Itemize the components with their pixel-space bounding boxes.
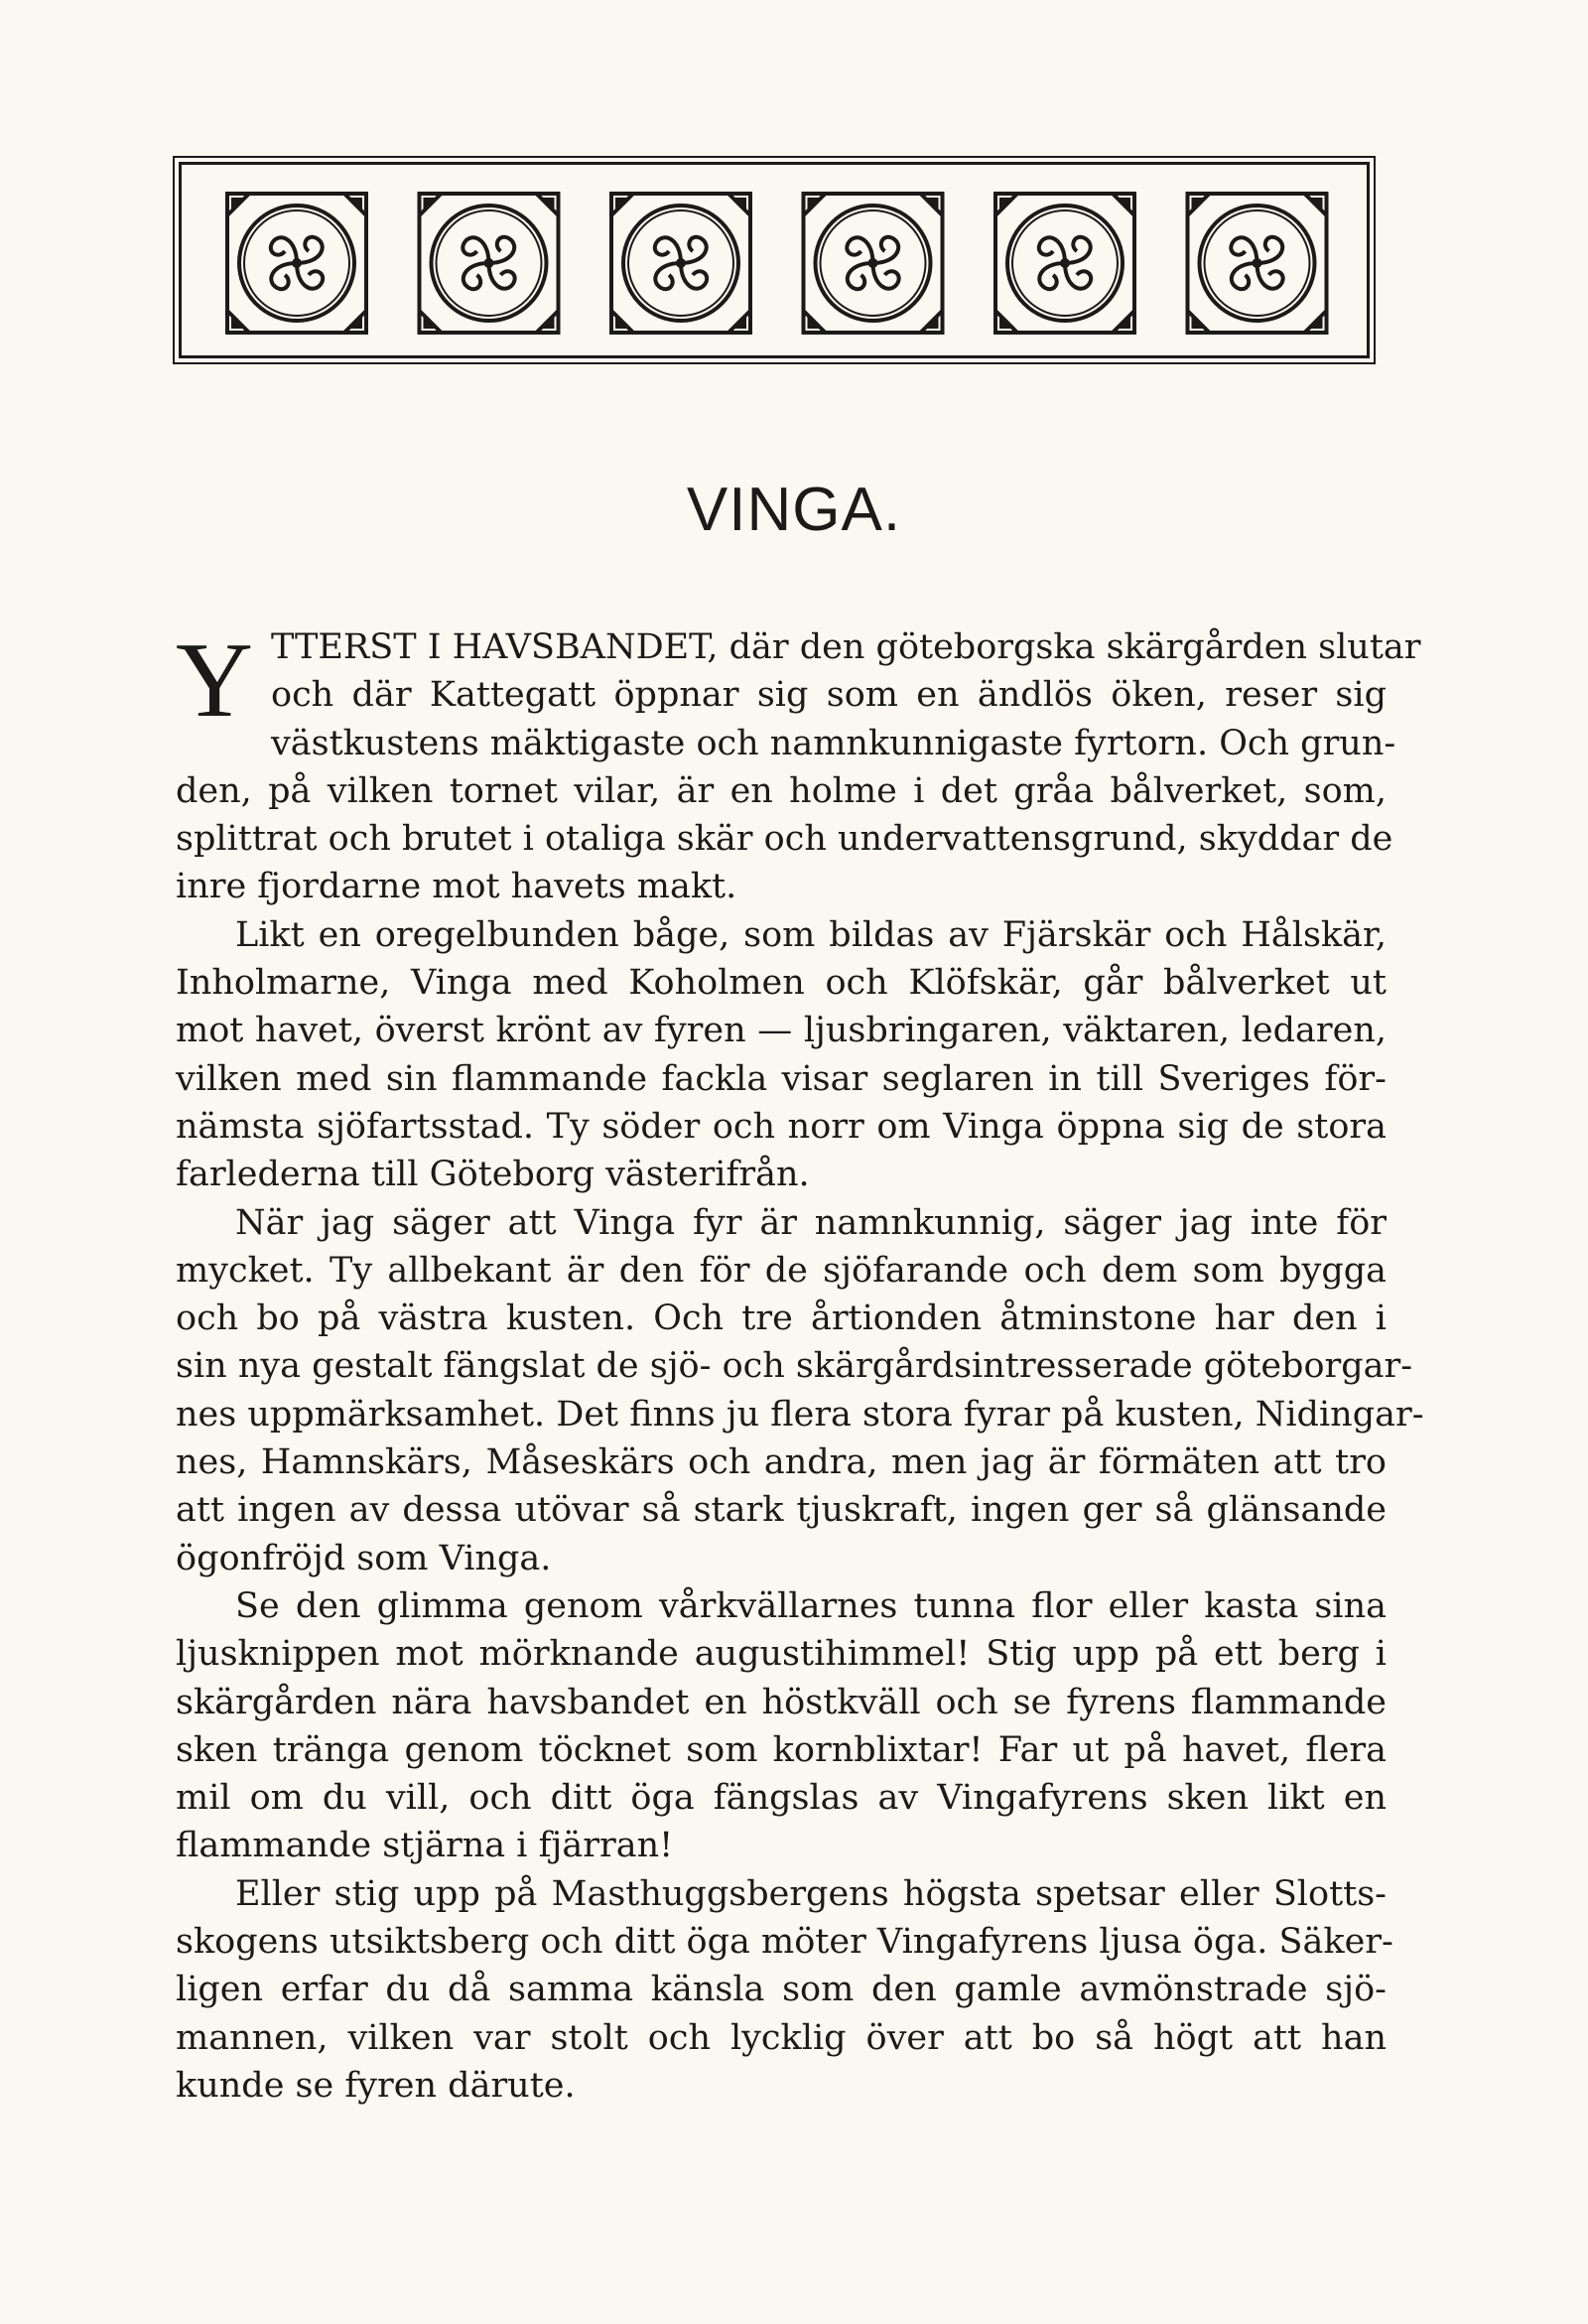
text-line: mot havet, överst krönt av fyren — ljusbringaren, väktaren, ledaren, — [176, 1011, 1387, 1051]
text-line: vilken med sin flammande fackla visar seglaren in till Sveriges för- — [176, 1058, 1387, 1099]
text-line: nämsta sjöfartsstad. Ty söder och norr om Vinga öppna sig de stora — [176, 1106, 1387, 1147]
text-line: skärgården nära havsbandet en höstkväll och se fyrens flammande — [176, 1682, 1387, 1722]
drop-cap: Y — [176, 621, 253, 740]
text-line: mycket. Ty allbekant är den för de sjöfarande och dem som bygga — [176, 1250, 1387, 1291]
text-line: Likt en oregelbunden båge, som bildas av Fjärskär och Hålskär, — [235, 914, 1387, 955]
text-line: att ingen av dessa utövar så stark tjuskraft, ingen ger så glänsande — [176, 1490, 1387, 1531]
text-line: Eller stig upp på Masthuggsbergens högsta spetsar eller Slotts- — [235, 1873, 1387, 1914]
text-line: farlederna till Göteborg västerifrån. — [176, 1155, 810, 1195]
text-line: mil om du vill, och ditt öga fängslas av Vingafyrens sken likt en — [176, 1778, 1387, 1819]
triskelion-knot-icon — [804, 194, 943, 333]
ornamental-header-band — [179, 162, 1370, 358]
ornament-frieze — [182, 165, 1373, 361]
text-line: skogens utsiktsberg och ditt öga möter Vingafyrens ljusa öga. Säker- — [176, 1922, 1393, 1963]
text-line: mannen, vilken var stolt och lycklig över att bo så högt att han — [176, 2017, 1387, 2058]
text-line: flammande stjärna i fjärran! — [176, 1826, 674, 1866]
article-body — [176, 621, 1424, 2110]
triskelion-knot-icon — [420, 194, 559, 333]
text-line: Se den glimma genom vårkvällarnes tunna flor eller kasta sina — [235, 1585, 1387, 1626]
text-line: ligen erfar du då samma känsla som den gamle avmönstrade sjö- — [176, 1970, 1387, 2010]
text-line: och där Kattegatt öppnar sig som en ändlös öken, reser sig — [271, 675, 1387, 716]
text-line: sken tränga genom töcknet som kornblixtar! Far ut på havet, flera — [176, 1729, 1387, 1770]
text-line: sin nya gestalt fängslat de sjö- och skärgårdsintresserade göteborgar- — [176, 1346, 1413, 1387]
text-line: När jag säger att Vinga fyr är namnkunnig, säger jag inte för — [235, 1202, 1387, 1243]
text-line: den, på vilken tornet vilar, är en holme i det gråa bålverket, som, — [176, 770, 1387, 811]
text-line: ögonfröjd som Vinga. — [176, 1538, 552, 1578]
triskelion-knot-icon — [227, 194, 366, 333]
text-line: nes, Hamnskärs, Måseskärs och andra, men jag är förmäten att tro — [176, 1442, 1387, 1483]
text-line: TTERST I HAVSBANDET, där den göteborgska skärgården slutar — [271, 627, 1421, 667]
page-title: VINGA. — [686, 476, 902, 544]
text-line: kunde se fyren därute. — [176, 2065, 576, 2106]
triskelion-knot-icon — [1188, 194, 1327, 333]
text-line: Inholmarne, Vinga med Koholmen och Klöfskär, går bålverket ut — [176, 963, 1387, 1004]
triskelion-knot-icon — [611, 194, 750, 333]
text-line: västkustens mäktigaste och namnkunnigaste fyrtorn. Och grun- — [271, 723, 1396, 763]
text-line: och bo på västra kusten. Och tre årtionden åtminstone har den i — [176, 1299, 1387, 1339]
text-line: inre fjordarne mot havets makt. — [176, 867, 737, 907]
text-line: nes uppmärksamhet. Det finns ju flera stora fyrar på kusten, Nidingar- — [176, 1394, 1424, 1435]
triskelion-knot-icon — [995, 194, 1134, 333]
text-line: ljusknippen mot mörknande augustihimmel! Stig upp på ett berg i — [176, 1634, 1387, 1675]
text-line: splittrat och brutet i otaliga skär och undervattensgrund, skyddar de — [176, 819, 1393, 860]
